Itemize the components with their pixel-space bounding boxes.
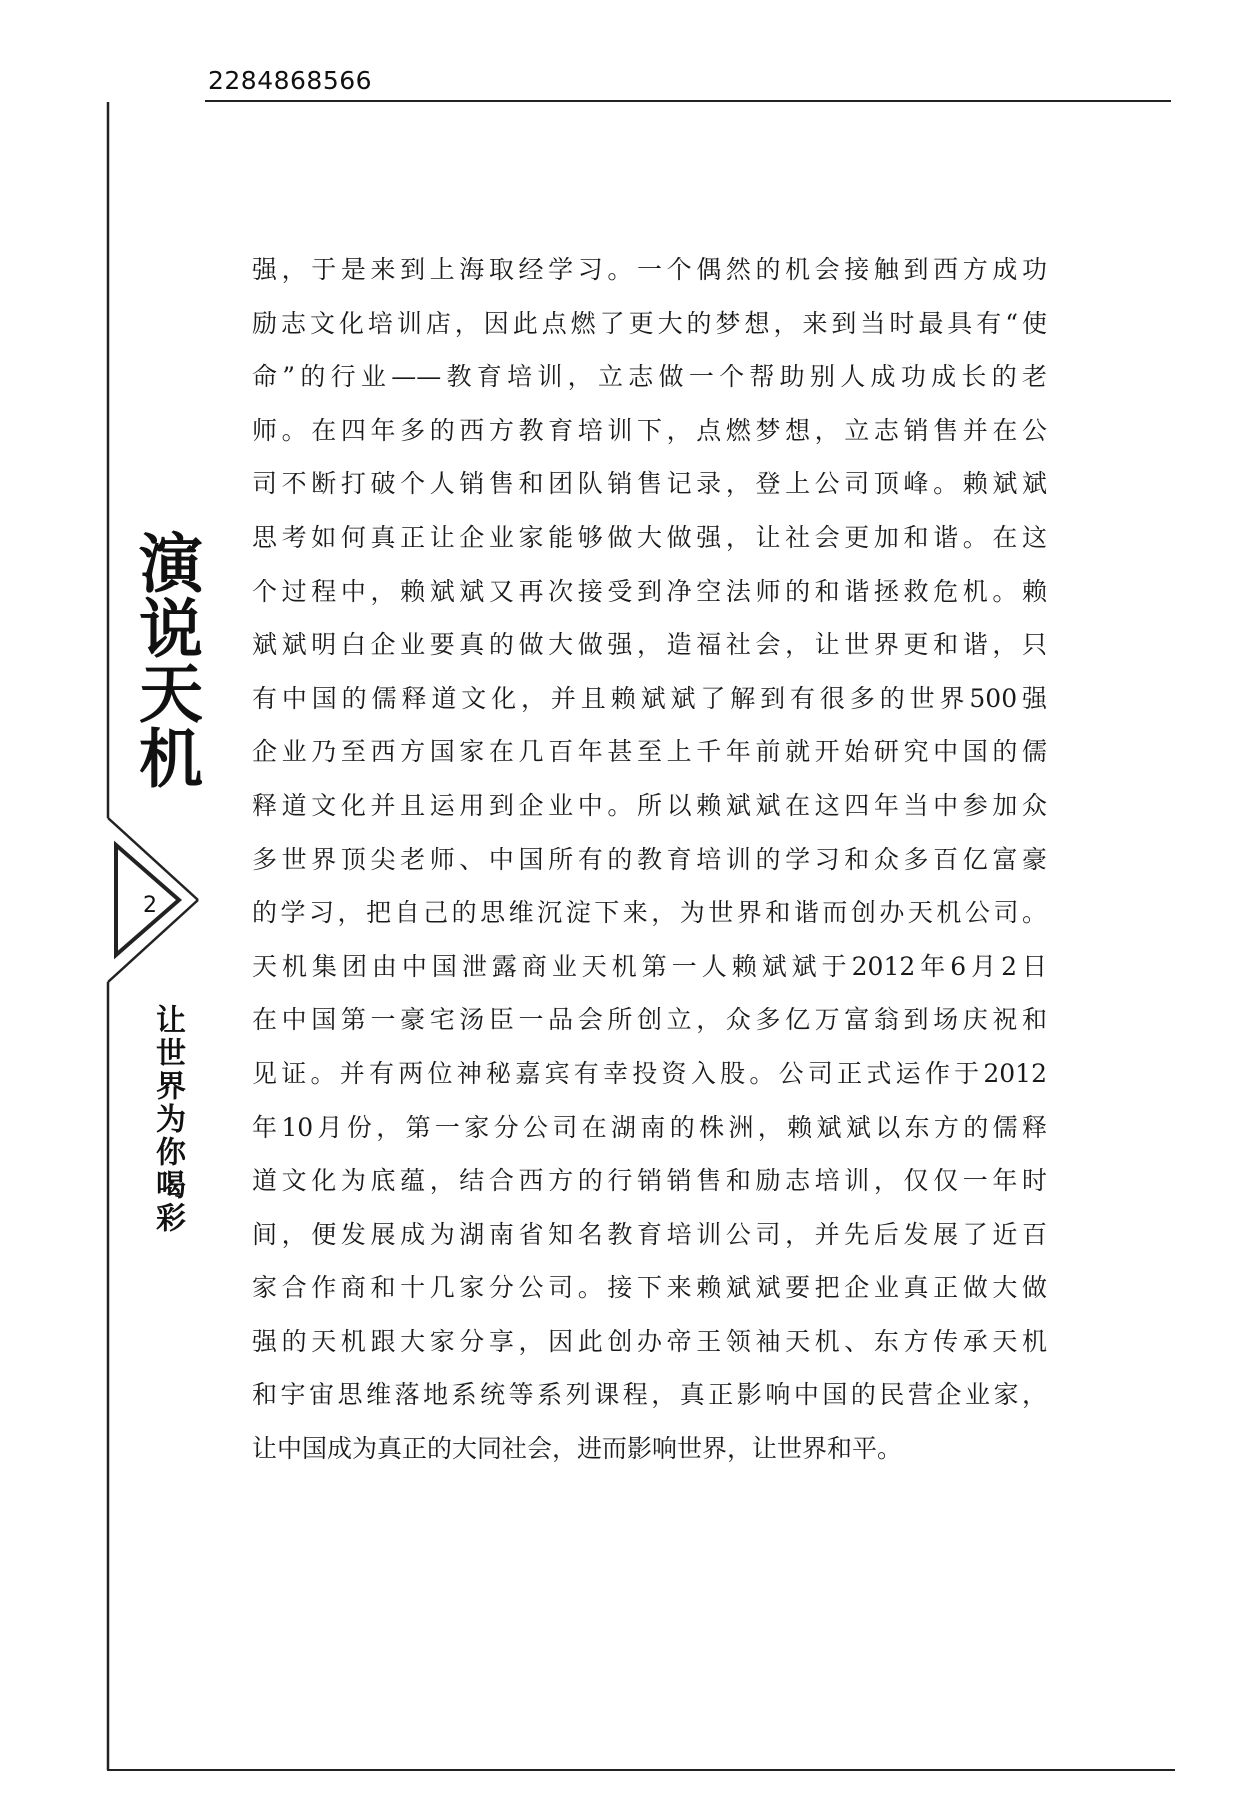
body-line: 斌斌明白企业要真的做大做强，造福社会，让世界更和谐，只 — [252, 630, 1047, 660]
header-rule — [205, 100, 1171, 102]
body-line: 有中国的儒释道文化，并且赖斌斌了解到有很多的世界500强 — [252, 683, 1047, 713]
body-line: 家合作商和十几家分公司。接下来赖斌斌要把企业真正做大做 — [252, 1273, 1047, 1303]
body-line: 让中国成为真正的大同社会，进而影响世界，让世界和平。 — [252, 1434, 903, 1464]
page-number: 2 — [143, 893, 157, 918]
body-line: 释道文化并且运用到企业中。所以赖斌斌在这四年当中参加众 — [252, 790, 1047, 820]
body-line: 励志文化培训店，因此点燃了更大的梦想，来到当时最具有“使 — [252, 308, 1047, 338]
footer-rule — [107, 1769, 1175, 1771]
body-line: 命”的行业——教育培训，立志做一个帮助别人成功成长的老 — [252, 362, 1047, 392]
body-line: 年10月份，第一家分公司在湖南的株洲，赖斌斌以东方的儒释 — [252, 1112, 1047, 1142]
body-line: 司不断打破个人销售和团队销售记录，登上公司顶峰。赖斌斌 — [252, 469, 1047, 499]
body-line: 多世界顶尖老师、中国所有的教育培训的学习和众多百亿富豪 — [252, 844, 1047, 874]
body-line: 和宇宙思维落地系统等系列课程，真正影响中国的民营企业家， — [252, 1380, 1047, 1410]
body-line: 个过程中，赖斌斌又再次接受到净空法师的和谐拯救危机。赖 — [252, 576, 1047, 606]
body-line: 在中国第一豪宅汤臣一品会所创立，众多亿万富翁到场庆祝和 — [252, 1005, 1047, 1035]
body-line: 道文化为底蕴，结合西方的行销销售和励志培训，仅仅一年时 — [252, 1166, 1047, 1196]
body-line: 思考如何真正让企业家能够做大做强，让社会更加和谐。在这 — [252, 522, 1047, 552]
frame-diagonal-out — [108, 818, 198, 900]
book-title: 演说天机 — [128, 530, 203, 790]
body-line: 强的天机跟大家分享，因此创办帝王领袖天机、东方传承天机 — [252, 1326, 1047, 1356]
body-line: 天机集团由中国泄露商业天机第一人赖斌斌于2012年6月2日 — [252, 951, 1047, 981]
side-frame — [0, 0, 240, 1800]
body-line: 间，便发展成为湖南省知名教育培训公司，并先后发展了近百 — [252, 1219, 1047, 1249]
body-line: 师。在四年多的西方教育培训下，点燃梦想，立志销售并在公 — [252, 415, 1047, 445]
isbn-number: 2284868566 — [208, 66, 373, 95]
section-title: 让世界为你喝彩 — [150, 1004, 185, 1235]
body-line: 强，于是来到上海取经学习。一个偶然的机会接触到西方成功 — [252, 255, 1047, 284]
body-line: 企业乃至西方国家在几百年甚至上千年前就开始研究中国的儒 — [252, 737, 1047, 767]
body-line: 见证。并有两位神秘嘉宾有幸投资入股。公司正式运作于2012 — [252, 1058, 1047, 1088]
body-line: 的学习，把自己的思维沉淀下来，为世界和谐而创办天机公司。 — [252, 898, 1047, 928]
body-text — [252, 243, 1047, 1476]
